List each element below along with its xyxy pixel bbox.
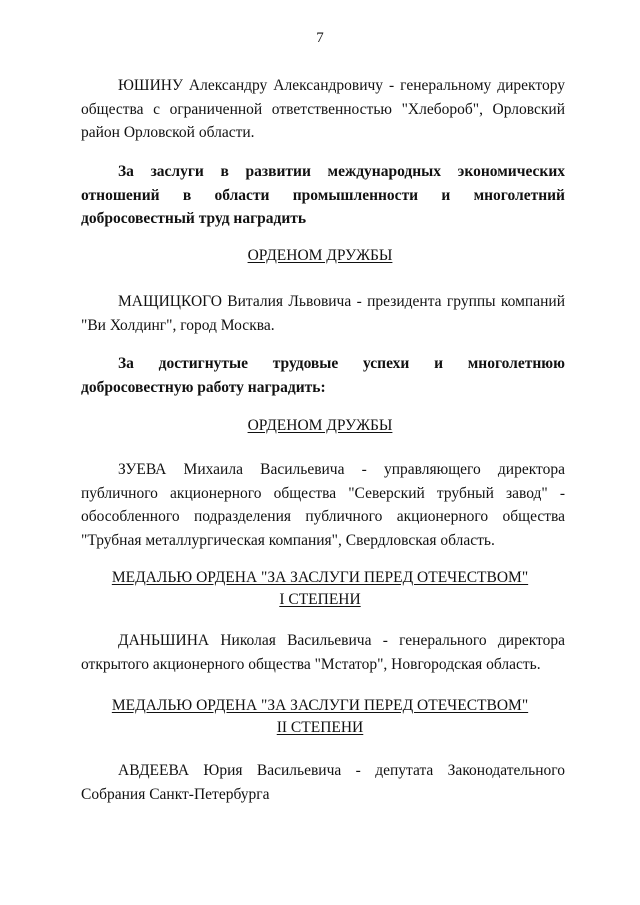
medal-heading-degree-1 xyxy=(70,567,570,611)
page-number: 7 xyxy=(316,30,324,46)
award-paragraph-danshin: ДАНЬШИНА Николая Васильевича - генерального директора открытого акционерного общества "Мстатор", Новгородская область. xyxy=(81,632,565,673)
order-heading-line: ОРДЕНОМ ДРУЖБЫ xyxy=(247,247,393,264)
order-heading-friendship-2 xyxy=(70,415,570,437)
medal-heading-degree-2 xyxy=(70,695,570,739)
medal-heading-line-1: МЕДАЛЬЮ ОРДЕНА "ЗА ЗАСЛУГИ ПЕРЕД ОТЕЧЕСТВОМ" xyxy=(111,569,529,586)
medal-heading-line-2: II СТЕПЕНИ xyxy=(276,719,364,736)
order-heading-friendship-1 xyxy=(70,245,570,267)
merit-paragraph-labor: За достигнутые трудовые успехи и многолетнюю добросовестную работу наградить: xyxy=(81,355,565,396)
award-paragraph-zuev: ЗУЕВА Михаила Васильевича - управляющего директора публичного акционерного общества "Северский трубный завод" - обособленного подразделения публичного акционерного общества "Трубная металлургическая компания", Свердловская область. xyxy=(81,461,565,549)
award-paragraph-mashchitsky: МАЩИЦКОГО Виталия Львовича - президента группы компаний "Ви Холдинг", город Москва. xyxy=(81,293,565,334)
award-paragraph-avdeev: АВДЕЕВА Юрия Васильевича - депутата Законодательного Собрания Санкт-Петербурга xyxy=(81,762,565,803)
medal-heading-line-1: МЕДАЛЬЮ ОРДЕНА "ЗА ЗАСЛУГИ ПЕРЕД ОТЕЧЕСТВОМ" xyxy=(111,697,529,714)
order-heading-line: ОРДЕНОМ ДРУЖБЫ xyxy=(247,417,393,434)
medal-heading-line-2: I СТЕПЕНИ xyxy=(279,591,361,608)
award-paragraph-yushin: ЮШИНУ Александру Александровичу - генеральному директору общества с ограниченной ответственностью "Хлебороб", Орловский район Орловской области. xyxy=(81,77,565,141)
merit-paragraph-international: За заслуги в развитии международных экономических отношений в области промышленности и многолетний добросовестный труд наградить xyxy=(81,163,565,227)
